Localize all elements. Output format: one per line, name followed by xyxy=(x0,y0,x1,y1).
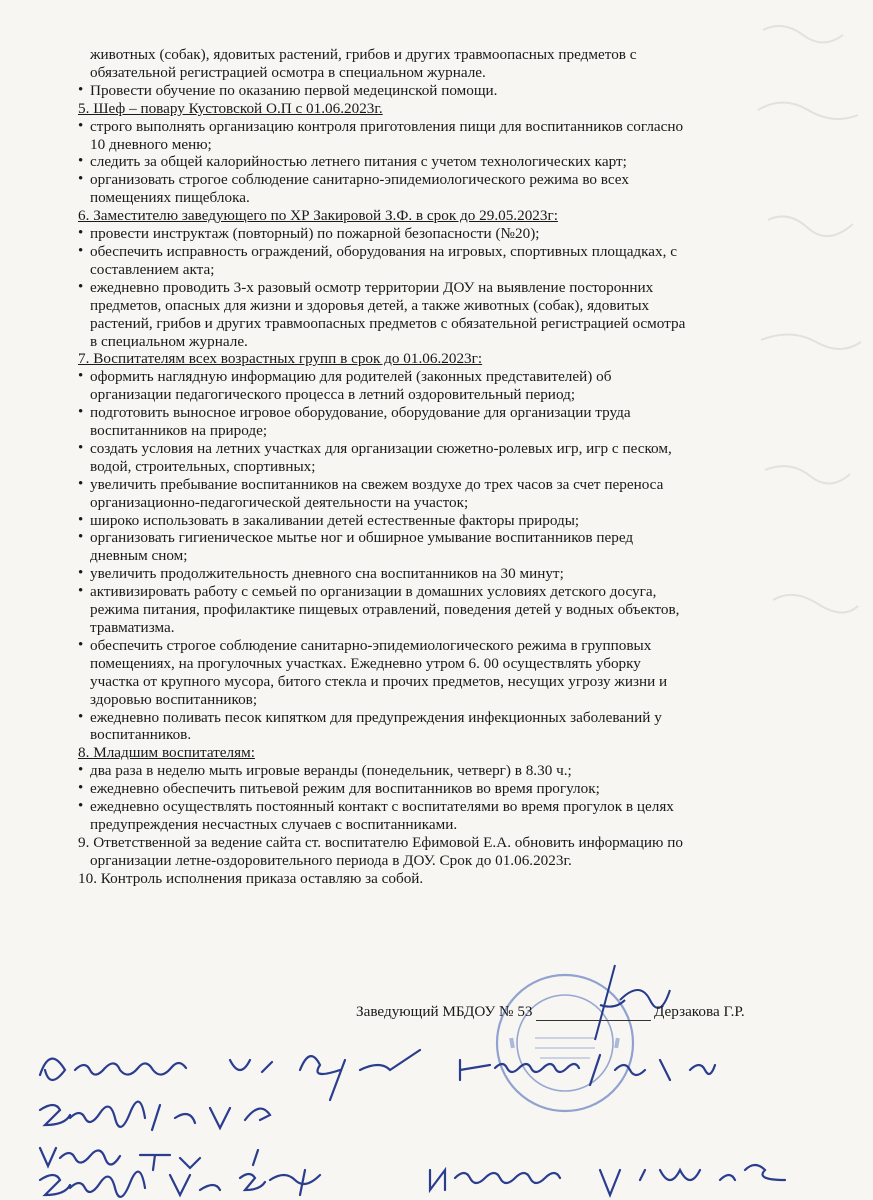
bullet-item: • обеспечить строгое соблюдение санитарно-эпидемиологического режима в групповых xyxy=(78,637,778,655)
signature-line xyxy=(536,1020,651,1021)
numbered-item: 10. Контроль исполнения приказа оставляю за собой. xyxy=(78,869,424,887)
continuation-line: организации летне-оздоровительного периода в ДОУ. Срок до 01.06.2023г. xyxy=(90,851,572,869)
continuation-line: организационно-педагогической деятельности на участок; xyxy=(90,493,469,511)
continuation-line: участка от крупного мусора, битого стекла и прочих предметов, несущих угрозу жизни и xyxy=(90,672,668,690)
continuation-line: обязательной регистрацией осмотра в специальном журнале. xyxy=(90,63,486,81)
section-heading: 7. Воспитателям всех возрастных групп в срок до 01.06.2023г: xyxy=(78,350,483,368)
bullet-item: • провести инструктаж (повторный) по пожарной безопасности (№20); xyxy=(78,225,778,243)
bullet-item: • ежедневно поливать песок кипятком для предупреждения инфекционных заболеваний у xyxy=(78,709,778,727)
bullet-item: • широко использовать в закаливании детей естественные факторы природы; xyxy=(78,512,778,530)
continuation-line: дневным сном; xyxy=(90,547,188,565)
section-heading: 5. Шеф – повару Кустовской О.П с 01.06.2023г. xyxy=(78,99,383,117)
continuation-line: предметов, опасных для жизни и здоровья детей, а также животных (собак), ядовитых xyxy=(90,296,650,314)
handwritten-signatures xyxy=(0,1030,873,1200)
continuation-line: воспитанников на природе; xyxy=(90,422,268,440)
bullet-item: • организовать строгое соблюдение санитарно-эпидемиологического режима во всех xyxy=(78,171,778,189)
continuation-line: водой, строительных, спортивных; xyxy=(90,457,316,475)
continuation-line: помещениях пищеблока. xyxy=(90,189,250,207)
signatory-position: Заведующий МБДОУ № 53 xyxy=(356,1003,533,1020)
bullet-item: • строго выполнять организацию контроля приготовления пищи для воспитанников согласно xyxy=(78,118,778,136)
bullet-item: • создать условия на летних участках для организации сюжетно-ролевых игр, игр с песком, xyxy=(78,440,778,458)
bullet-item: • два раза в неделю мыть игровые веранды (понедельник, четверг) в 8.30 ч.; xyxy=(78,762,778,780)
bullet-item: • увеличить продолжительность дневного сна воспитанников на 30 минут; xyxy=(78,565,778,583)
continuation-line: предупреждения несчастных случаев с воспитанниками. xyxy=(90,815,458,833)
numbered-item: 9. Ответственной за ведение сайта ст. воспитателю Ефимовой Е.А. обновить информацию по xyxy=(78,833,683,851)
continuation-line: в специальном журнале. xyxy=(90,332,248,350)
bullet-item: • ежедневно обеспечить питьевой режим для воспитанников во время прогулок; xyxy=(78,780,778,798)
continuation-line: воспитанников. xyxy=(90,726,192,744)
section-heading: 6. Заместителю заведующего по ХР Закировой З.Ф. в срок до 29.05.2023г: xyxy=(78,207,558,225)
bullet-item: • Провести обучение по оказанию первой медецинской помощи. xyxy=(78,82,778,100)
continuation-line: помещениях, на прогулочных участках. Ежедневно утром 6. 00 осуществлять уборку xyxy=(90,654,641,672)
continuation-line: составлением акта; xyxy=(90,260,215,278)
bullet-item: • ежедневно осуществлять постоянный контакт с воспитателями во время прогулок в целях xyxy=(78,798,778,816)
bullet-item: • активизировать работу с семьей по организации в домашних условиях детского досуга, xyxy=(78,583,778,601)
bleed-through-marks xyxy=(753,0,873,700)
section-heading: 8. Младшим воспитателям: xyxy=(78,744,255,762)
bullet-item: • следить за общей калорийностью летнего питания с учетом технологических карт; xyxy=(78,153,778,171)
bullet-item: • подготовить выносное игровое оборудование, оборудование для организации труда xyxy=(78,404,778,422)
continuation-line: 10 дневного меню; xyxy=(90,135,212,153)
continuation-line: здоровью воспитанников; xyxy=(90,690,258,708)
continuation-line: организации педагогического процесса в летний оздоровительный период; xyxy=(90,386,576,404)
continuation-line: режима питания, профилактике пищевых отравлений, поведения детей у водных объектов, xyxy=(90,601,680,619)
bullet-item: • обеспечить исправность ограждений, оборудования на игровых, спортивных площадках, с xyxy=(78,243,778,261)
order-body-text xyxy=(78,46,778,888)
signatory-name: Дерзакова Г.Р. xyxy=(654,1003,745,1020)
bullet-item: • увеличить пребывание воспитанников на свежем воздухе до трех часов за счет переноса xyxy=(78,476,778,494)
bullet-item: • ежедневно проводить 3-х разовый осмотр территории ДОУ на выявление посторонних xyxy=(78,279,778,297)
continuation-line: животных (собак), ядовитых растений, грибов и других травмоопасных предметов с xyxy=(90,46,637,63)
bullet-item: • оформить наглядную информацию для родителей (законных представителей) об xyxy=(78,368,778,386)
continuation-line: травматизма. xyxy=(90,619,175,636)
bullet-item: • организовать гигиеническое мытье ног и обширное умывание воспитанников перед xyxy=(78,529,778,547)
continuation-line: растений, грибов и других травмоопасных предметов с обязательной регистрацией осмотра xyxy=(90,314,686,332)
